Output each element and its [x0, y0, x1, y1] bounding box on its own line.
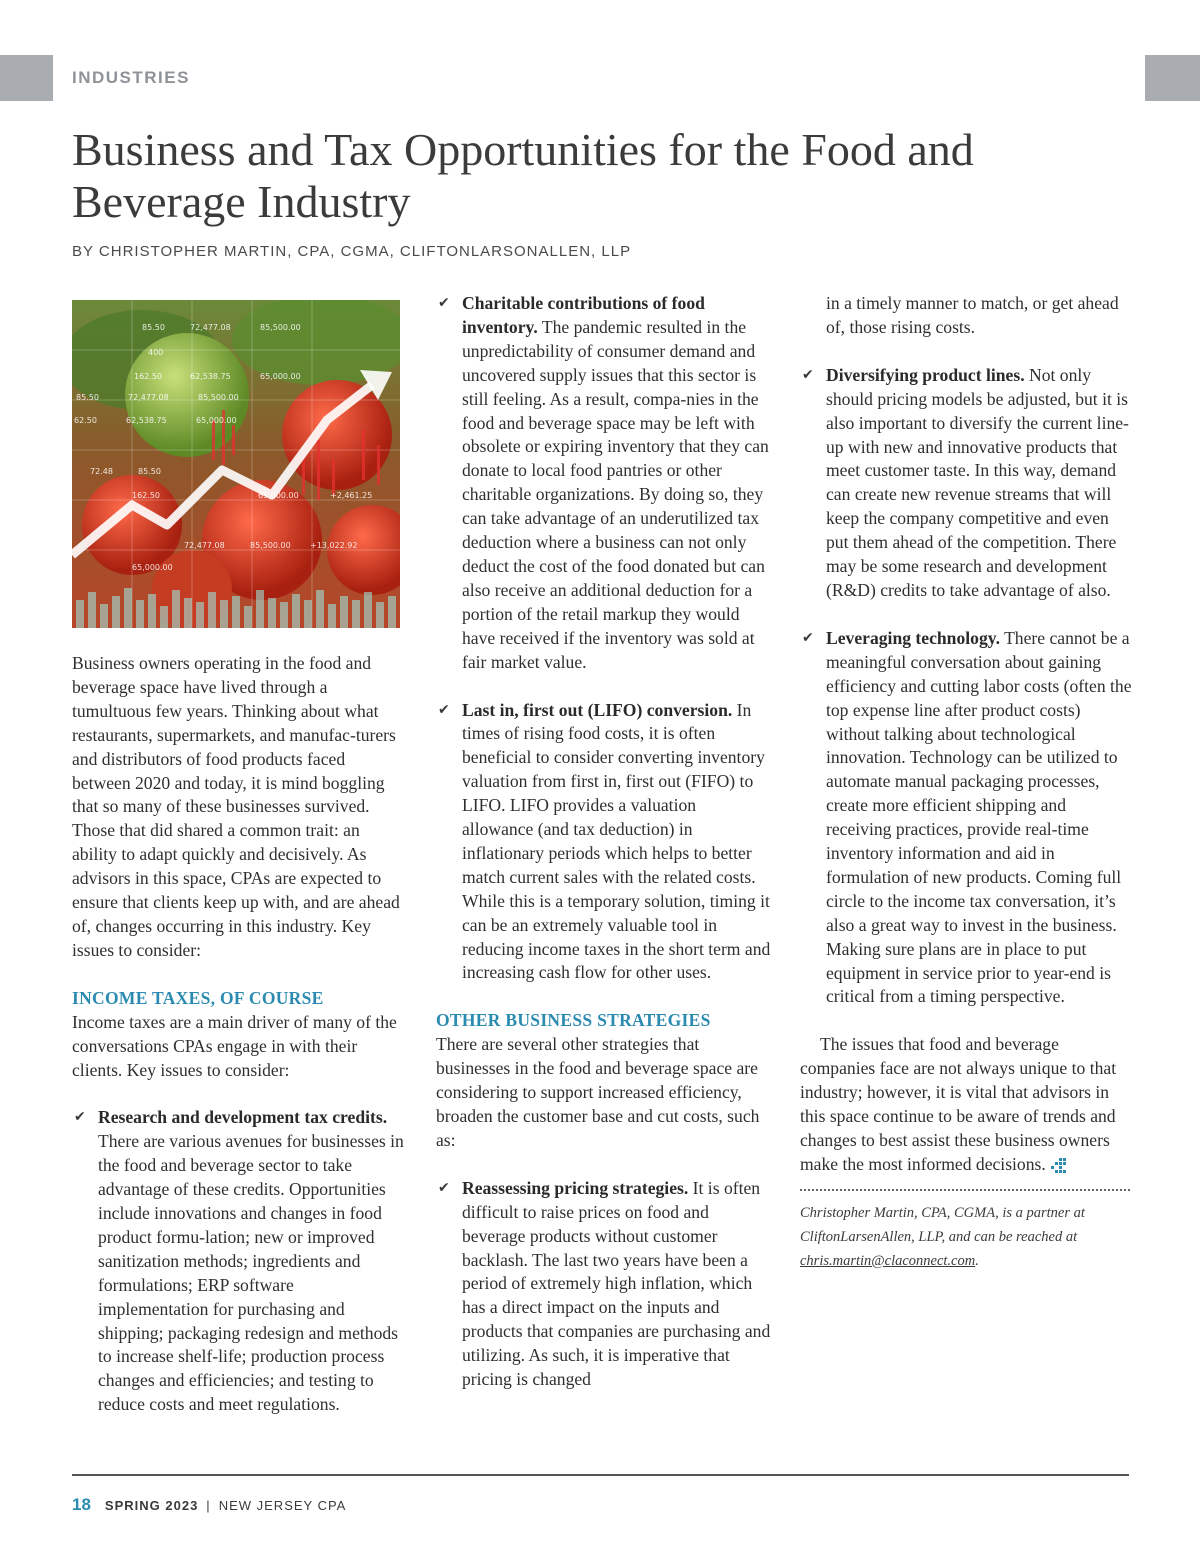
income-taxes-paragraph: Income taxes are a main driver of many of the conversations CPAs engage in with their clients. Key issues to consider:: [72, 1011, 397, 1080]
checkmark-icon: ✔: [438, 701, 450, 718]
photo-number: 72,477.08: [184, 541, 225, 550]
bullet-title: Leveraging technology.: [826, 627, 1000, 648]
bullet-text: The pandemic resulted in the unpredictability of consumer demand and uncovered supply issues that this sector is still feeling. As a result, compa-nies in the food and beverage space may be left with obsolete or expiring inventory that they can donate to local food pantries or other charitable organizations. By doing so, they can take advantage of an underutilized tax deduction where a business can not only deduct the cost of the food donated but can also receive an additional deduction for a portion of the retail markup they would have received if the inventory was sold at fair market value.: [462, 316, 769, 672]
bullet-charitable-contributions: [436, 292, 771, 675]
bullet-leveraging-technology: [800, 627, 1135, 1010]
bullet-rd-credits: [72, 1106, 407, 1417]
photo-number: 85.50: [138, 467, 161, 476]
bullet-text: There cannot be a meaningful conversation about gaining efficiency and cutting labor costs (often the top expense line after product costs) without talking about technological innovation. Technology can be utilized to automate manual packaging processes, create more efficient shipping and receiving practices, provide real-time inventory information and aid in formulation of new products. Coming full circle to the income tax conversation, it’s also a great way to invest in the business. Making sure plans are in place to put equipment in service prior to year-end is critical from a timing perspective.: [826, 627, 1132, 1007]
bio-text: Christopher Martin, CPA, CGMA, is a partner at CliftonLarsenAllen, LLP, and can be reached at: [800, 1204, 1085, 1245]
end-of-article-icon: [1050, 1158, 1066, 1174]
bullet-text: It is often difficult to raise prices on food and beverage products without customer backlash. The last two years have been a period of extremely high inflation, which has a direct impact on the inputs and products that companies are purchasing and utilizing. As such, it is imperative that pricing is changed: [462, 1177, 771, 1390]
publication-name: NEW JERSEY CPA: [218, 1498, 347, 1513]
footer-rule: [72, 1474, 1129, 1476]
footer-divider: |: [206, 1498, 211, 1513]
column-3: [800, 292, 1135, 1273]
bio-end: .: [975, 1252, 979, 1269]
checkmark-icon: ✔: [438, 1179, 450, 1196]
column-2: [436, 292, 771, 1392]
photo-number: 62,538.75: [126, 416, 167, 425]
column-1: [72, 292, 407, 1417]
bullet-diversifying-products: [800, 364, 1135, 603]
photo-number: 162.50: [134, 372, 162, 381]
photo-number: 85,500.00: [260, 323, 301, 332]
bullet-pricing-strategies: [436, 1177, 771, 1392]
page-footer: [72, 1495, 346, 1515]
photo-number: +13,022.92: [310, 541, 358, 550]
photo-number: 72,477.08: [128, 393, 169, 402]
bullet-text: In times of rising food costs, it is often beneficial to consider converting inventory valuation from first in, first out (FIFO) to LIFO. LIFO provides a valuation allowance (and tax deduction) in inflationary periods which helps to better match current sales with the related costs. While this is a temporary solution, timing it can be an extremely valuable tool in reducing income taxes in the short term and increasing cash flow for other uses.: [462, 699, 771, 983]
bullet-title: Charitable contributions of food inventory.: [462, 293, 705, 337]
checkmark-icon: ✔: [74, 1109, 86, 1126]
left-tab-decoration: [0, 55, 53, 101]
photo-number: 400: [148, 348, 164, 357]
bullet-title: Research and development tax credits.: [98, 1107, 388, 1128]
photo-number: 85.50: [142, 323, 165, 332]
photo-number: 72.48: [90, 467, 113, 476]
food-stock-chart-photo: [72, 300, 400, 628]
right-tab-decoration: [1145, 55, 1200, 101]
photo-number: 85.50: [76, 393, 99, 402]
photo-number: 65,000.00: [260, 372, 301, 381]
closing-paragraph: [800, 1033, 1135, 1176]
bullet-lifo-conversion: [436, 699, 771, 986]
byline: BY CHRISTOPHER MARTIN, CPA, CGMA, CLIFTONLARSONALLEN, LLP: [72, 243, 632, 260]
other-strategies-paragraph: There are several other strategies that businesses in the food and beverage space are considering to support increased efficiency, broaden the customer base and cut costs, such as:: [436, 1034, 760, 1150]
author-bio: [800, 1201, 1135, 1273]
page-number: 18: [72, 1495, 91, 1514]
photo-number: +2,461.25: [330, 491, 373, 500]
checkmark-icon: ✔: [438, 295, 450, 311]
photo-number: 65,000.00: [132, 563, 173, 572]
heading-income-taxes: INCOME TAXES, OF COURSE: [72, 987, 324, 1008]
bullet-text: in a timely manner to match, or get ahead of, those rising costs.: [826, 293, 1119, 337]
bullet-title: Diversifying product lines.: [826, 364, 1025, 385]
photo-number: 62,538.75: [190, 372, 231, 381]
bullet-text: Not only should pricing models be adjusted, but it is also important to diversify the current line-up with new and innovative products that meet customer taste. In this way, demand can create new revenue streams that will keep the company competitive and even put them ahead of the competition. There may be some research and development (R&D) credits to take advantage of also.: [826, 364, 1129, 600]
photo-number: 72,477.08: [190, 323, 231, 332]
bullet-title: Last in, first out (LIFO) conversion.: [462, 699, 733, 720]
heading-other-strategies: OTHER BUSINESS STRATEGIES: [436, 1010, 711, 1031]
photo-number: 65,000.00: [196, 416, 237, 425]
checkmark-icon: ✔: [802, 629, 814, 646]
photo-number: 85,500.00: [250, 541, 291, 550]
photo-number: 65,000.00: [258, 491, 299, 500]
photo-number: 162.50: [132, 491, 160, 500]
closing-text: The issues that food and beverage companies face are not always unique to that industry; however, it is vital that advisors in this space continue to be aware of trends and changes to best assist these business owners make the most informed decisions.: [800, 1034, 1117, 1174]
photo-number: 62.50: [74, 416, 97, 425]
bullet-title: Reassessing pricing strategies.: [462, 1177, 689, 1198]
section-label: INDUSTRIES: [72, 68, 190, 87]
photo-number: 85,500.00: [198, 393, 239, 402]
bullet-text: There are various avenues for businesses in the food and beverage sector to take advantage of these credits. Opportunities include innovations and changes in food product formu-lation; new or improved sanitization methods; ingredients and formulations; ERP software implementation for purchasing and shipping; packaging redesign and methods to increase shelf-life; production process changes and efficiencies; and testing to reduce costs and meet regulations.: [98, 1131, 404, 1415]
intro-paragraph: Business owners operating in the food and beverage space have lived through a tumultuous few years. Thinking about what restaurants, supermarkets, and manufac-turers and distributors of food products faced between 2020 and today, it is mind boggling that so many of these businesses survived. Those that did shared a common trait: an ability to adapt quickly and decisively. As advisors in this space, CPAs are expected to ensure that clients keep up with, and are ahead of, changes occurring in this industry. Key issues to consider:: [72, 653, 400, 960]
checkmark-icon: ✔: [802, 366, 814, 383]
article-title: Business and Tax Opportunities for the Food and Beverage Industry: [72, 124, 974, 227]
dotted-divider: [800, 1189, 1130, 1191]
bullet-pricing-continued: [800, 292, 1135, 340]
author-email-link[interactable]: chris.martin@claconnect.com: [800, 1252, 976, 1269]
issue-season: SPRING 2023: [104, 1498, 199, 1513]
